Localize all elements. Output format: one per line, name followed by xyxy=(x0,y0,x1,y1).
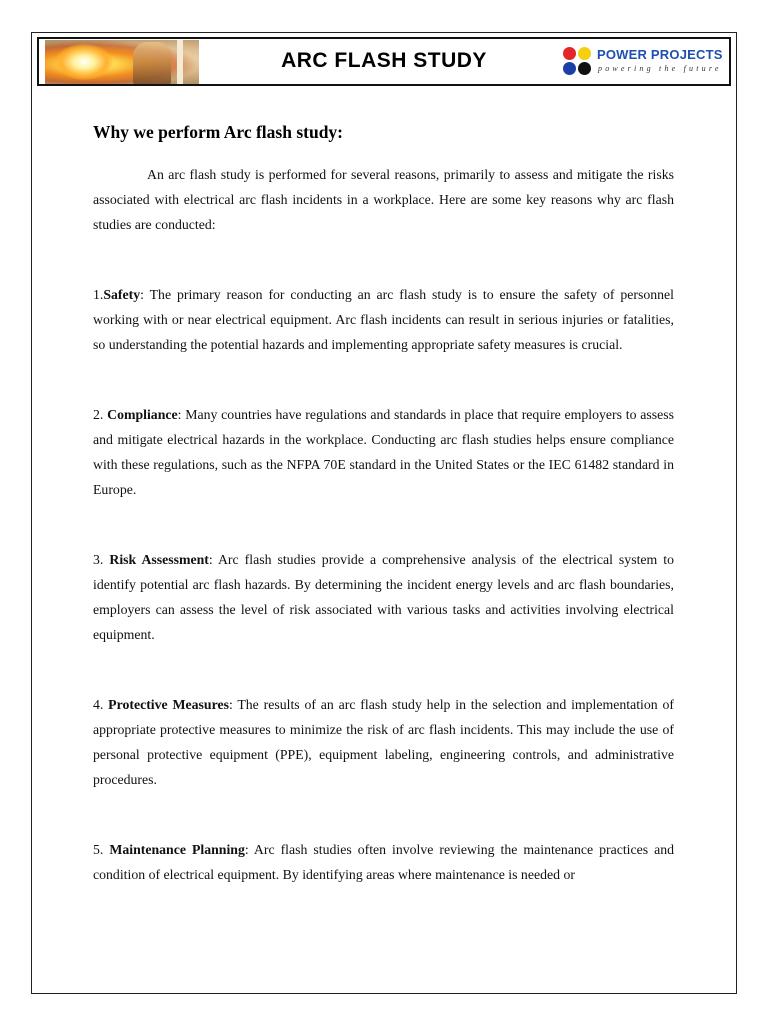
item-number: 1. xyxy=(93,287,104,302)
reason-item-safety xyxy=(93,282,674,357)
item-keyword: Safety xyxy=(103,287,141,302)
item-text: : The results of an arc flash study help in the selection and implementation of appropriate protective measures to minimize the risk of arc flash incidents. This may include the use of personal protective equipment (PPE), equipment labeling, engineering controls, and administrative procedures. xyxy=(93,697,674,787)
document-body xyxy=(93,122,674,932)
item-keyword: Risk Assessment xyxy=(109,552,209,567)
item-number: 3. xyxy=(93,552,110,567)
item-keyword: Protective Measures xyxy=(108,697,229,712)
logo-dot-black xyxy=(578,62,591,75)
item-keyword: Compliance xyxy=(107,407,178,422)
section-heading: Why we perform Arc flash study: xyxy=(93,122,344,142)
item-text: : Arc flash studies provide a comprehensive analysis of the electrical system to identify potential arc flash hazards. By determining the incident energy levels and arc flash boundaries, employers can assess the level of risk associated with various tasks and activities involving electrical equipment. xyxy=(93,552,674,642)
item-number: 4. xyxy=(93,697,109,712)
logo-dots-icon xyxy=(563,47,593,77)
power-projects-logo xyxy=(563,45,729,79)
logo-tagline: powering the future xyxy=(598,64,722,73)
item-keyword: Maintenance Planning xyxy=(109,842,245,857)
reason-item-maintenance-planning xyxy=(93,837,674,887)
reason-item-protective-measures xyxy=(93,692,674,792)
intro-paragraph: An arc flash study is performed for several reasons, primarily to assess and mitigate the risks associated with electrical arc flash incidents in a workplace. Here are some key reasons why arc flash studies are conducted: xyxy=(93,167,674,232)
item-text: : Arc flash studies often involve reviewing the maintenance practices and condition of electrical equipment. By identifying areas where maintenance is needed or xyxy=(93,842,675,882)
reason-item-risk-assessment xyxy=(93,547,674,647)
document-title: ARC FLASH STUDY xyxy=(281,49,487,72)
logo-dot-blue xyxy=(563,62,576,75)
logo-dot-red xyxy=(563,47,576,60)
logo-dot-yellow xyxy=(578,47,591,60)
document-header xyxy=(37,37,731,86)
item-number: 2. xyxy=(93,407,108,422)
item-number: 5. xyxy=(93,842,110,857)
logo-name: POWER PROJECTS xyxy=(597,47,723,62)
item-text: : Many countries have regulations and standards in place that require employers to assess and mitigate electrical hazards in the workplace. Conducting arc flash studies helps ensure compliance with these regulations, such as the NFPA 70E standard in the United States or the IEC 61482 standard in Europe. xyxy=(93,407,674,497)
reason-item-compliance xyxy=(93,402,674,502)
item-text: : The primary reason for conducting an arc flash study is to ensure the safety of personnel working with or near electrical equipment. Arc flash incidents can result in serious injuries or fatalities, so understanding the potential hazards and implementing appropriate safety measures is crucial. xyxy=(93,287,674,352)
